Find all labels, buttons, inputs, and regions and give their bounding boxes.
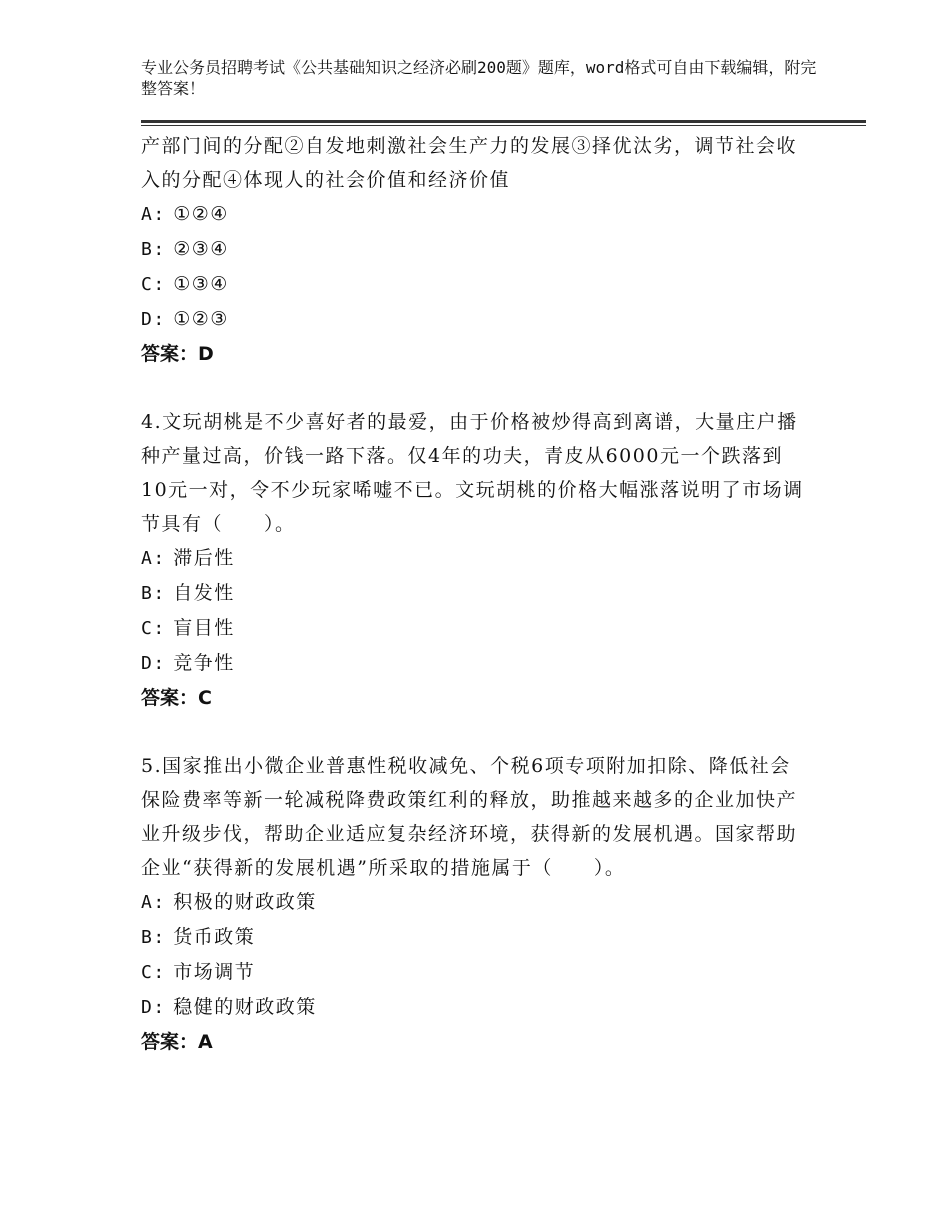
option-d xyxy=(141,990,806,1025)
question-stem: 4.文玩胡桃是不少喜好者的最爱，由于价格被炒得高到离谱，大量庄户播种产量过高，价钱一路下落。仅4年的功夫，青皮从6000元一个跌落到10元一对，令不少玩家唏嘘不已。文玩胡桃的价格大幅涨落说明了市场调节具有（ ）。 xyxy=(141,411,804,535)
option-letter: A: xyxy=(141,548,166,569)
answer-line: 答案：A xyxy=(141,1031,213,1053)
option-letter: B: xyxy=(141,927,166,948)
header-divider-thin xyxy=(141,125,866,126)
option-letter: C: xyxy=(141,962,166,983)
question-5 xyxy=(141,749,806,1059)
option-text: 稳健的财政政策 xyxy=(173,996,317,1018)
question-3-continuation xyxy=(141,129,806,371)
option-text: 盲目性 xyxy=(173,617,235,639)
option-a xyxy=(141,197,806,232)
option-b xyxy=(141,920,806,955)
header-divider-thick xyxy=(141,120,866,123)
option-c xyxy=(141,267,806,302)
option-text: 积极的财政政策 xyxy=(173,891,317,913)
option-letter: C: xyxy=(141,274,166,295)
option-a xyxy=(141,885,806,920)
option-text: 市场调节 xyxy=(173,961,256,983)
page-header: 专业公务员招聘考试《公共基础知识之经济必刷200题》题库，word格式可自由下载编辑，附完整答案！ xyxy=(141,58,817,98)
option-b xyxy=(141,576,806,611)
option-letter: B: xyxy=(141,583,166,604)
option-letter: D: xyxy=(141,309,166,330)
option-letter: D: xyxy=(141,997,166,1018)
spacer xyxy=(141,715,806,749)
option-text: ①②③ xyxy=(173,308,229,330)
question-4 xyxy=(141,405,806,715)
document-body xyxy=(141,129,806,1059)
option-d xyxy=(141,646,806,681)
option-letter: A: xyxy=(141,892,166,913)
option-letter: C: xyxy=(141,618,166,639)
question-stem: 产部门间的分配②自发地刺激社会生产力的发展③择优汰劣，调节社会收入的分配④体现人的社会价值和经济价值 xyxy=(141,135,798,191)
option-c xyxy=(141,955,806,990)
option-text: 竞争性 xyxy=(173,652,235,674)
option-a xyxy=(141,541,806,576)
option-text: ①③④ xyxy=(173,273,229,295)
option-c xyxy=(141,611,806,646)
answer-line: 答案：C xyxy=(141,687,212,709)
option-text: 滞后性 xyxy=(173,547,235,569)
option-letter: D: xyxy=(141,653,166,674)
option-text: ①②④ xyxy=(173,203,229,225)
option-text: ②③④ xyxy=(173,238,229,260)
spacer xyxy=(141,371,806,405)
question-stem: 5.国家推出小微企业普惠性税收减免、个税6项专项附加扣除、降低社会保险费率等新一轮减税降费政策红利的释放，助推越来越多的企业加快产业升级步伐，帮助企业适应复杂经济环境，获得新的发展机遇。国家帮助企业“获得新的发展机遇”所采取的措施属于（ ）。 xyxy=(141,755,798,879)
answer-line: 答案：D xyxy=(141,343,214,365)
option-text: 货币政策 xyxy=(173,926,256,948)
option-b xyxy=(141,232,806,267)
option-letter: A: xyxy=(141,204,166,225)
option-d xyxy=(141,302,806,337)
option-text: 自发性 xyxy=(173,582,235,604)
option-letter: B: xyxy=(141,239,166,260)
